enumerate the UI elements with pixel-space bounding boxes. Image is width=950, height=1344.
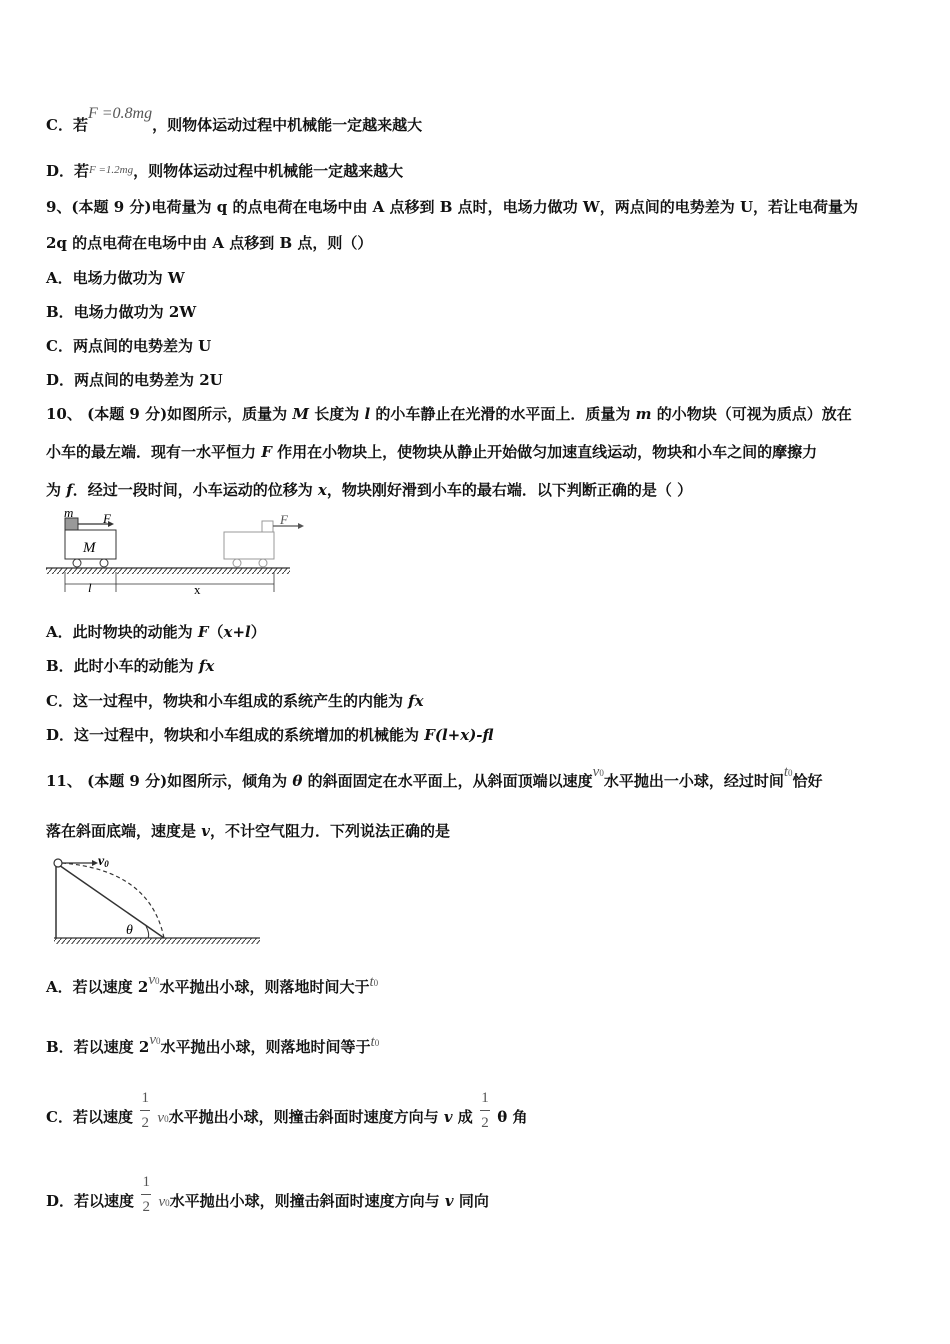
label-x: x [194, 582, 201, 597]
q9-option-b: B．电场力做功为 2W [46, 303, 197, 321]
label-m: m [64, 506, 74, 520]
q9-option-c: C．两点间的电势差为 U [46, 337, 212, 355]
q8-option-c: C．若F =0.8mg，则物体运动过程中机械能一定越来越大 [46, 105, 423, 134]
wheel-1 [73, 559, 81, 567]
q9-stem-line1: 9、(本题 9 分)电荷量为 q 的点电荷在电场中由 A 点移到 B 点时，电场力做功 W，两点间的电势差为 U，若让电荷量为 [46, 198, 859, 216]
q10-stem-line3: 为 f．经过一段时间，小车运动的位移为 x，物块刚好滑到小车的最右端．以下判断正确的是（ ） [46, 481, 693, 499]
t0-symbol: t0 [783, 764, 793, 780]
block-m-final [262, 521, 273, 532]
q9-option-d: D．两点间的电势差为 2U [46, 371, 223, 389]
wheel-4 [259, 559, 267, 567]
q11-option-a: A．若以速度 2v0水平抛出小球，则落地时间大于t0 [46, 972, 379, 996]
v0-symbol: v0 [592, 764, 604, 780]
q11-option-b: B．若以速度 2v0水平抛出小球，则落地时间等于t0 [46, 1032, 380, 1056]
q8-option-d: D．若$^{F =1.2mg}$，则物体运动过程中机械能一定越来越大 [46, 162, 404, 180]
q9-option-a: A．电场力做功为 W [46, 269, 185, 287]
q8-optd-formula: F =1.2mg [89, 164, 134, 176]
force-arrowhead-2 [298, 523, 304, 529]
ball [54, 859, 62, 867]
q10-option-d: D．这一过程中，物块和小车组成的系统增加的机械能为 F(l+x)-fl [46, 726, 494, 744]
label-l: l [88, 580, 92, 595]
label-M: M [83, 540, 96, 556]
wheel-2 [100, 559, 108, 567]
q10-option-c: C．这一过程中，物块和小车组成的系统产生的内能为 fx [46, 692, 424, 710]
q10-option-a: A．此时物块的动能为 F（x+l） [46, 623, 266, 641]
label-F2: F [280, 512, 288, 527]
label-v0: v0 [98, 854, 109, 869]
ground-hatch [54, 938, 260, 944]
q11-option-c: C．若以速度 $\frac{1}{2}$ v0水平抛出小球，则撞击斜面时速度方向与 v 成 $\frac{1}{2}$ θ 角 [46, 1090, 528, 1131]
q8-optc-formula: F =0.8mg [87, 105, 153, 122]
incline-slope [56, 863, 164, 938]
ground-hatch [46, 568, 290, 574]
label-F1: F [103, 511, 111, 526]
q10-stem-line1: 10、 (本题 9 分)如图所示，质量为 M 长度为 l 的小车静止在光滑的水平面上．质量为 m 的小物块（可视为质点）放在 [46, 405, 852, 423]
q10-option-b: B．此时小车的动能为 fx [46, 657, 215, 675]
label-theta: θ [126, 923, 133, 938]
q10-stem-line2: 小车的最左端．现有一水平恒力 F 作用在小物块上，使物块从静止开始做匀加速直线运动，物块和小车之间的摩擦力 [46, 443, 818, 461]
q11-stem-line1: 11、 (本题 9 分)如图所示，倾角为 θ 的斜面固定在水平面上，从斜面顶端以速度v0水平抛出一小球，经过时间t0恰好 [46, 764, 823, 790]
q11-option-d: D．若以速度 $\frac{1}{2}$ v0水平抛出小球，则撞击斜面时速度方向与 v 同向 [46, 1174, 489, 1215]
q11-figure-incline-diagram [50, 850, 264, 950]
q9-stem-line2: 2q 的点电荷在电场中由 A 点移到 B 点，则（） [46, 234, 373, 252]
q11-stem-line2: 落在斜面底端，速度是 v，不计空气阻力．下列说法正确的是 [46, 822, 450, 840]
wheel-3 [233, 559, 241, 567]
q10-figure-cart-diagram [44, 506, 304, 598]
cart-M-final [224, 532, 274, 559]
